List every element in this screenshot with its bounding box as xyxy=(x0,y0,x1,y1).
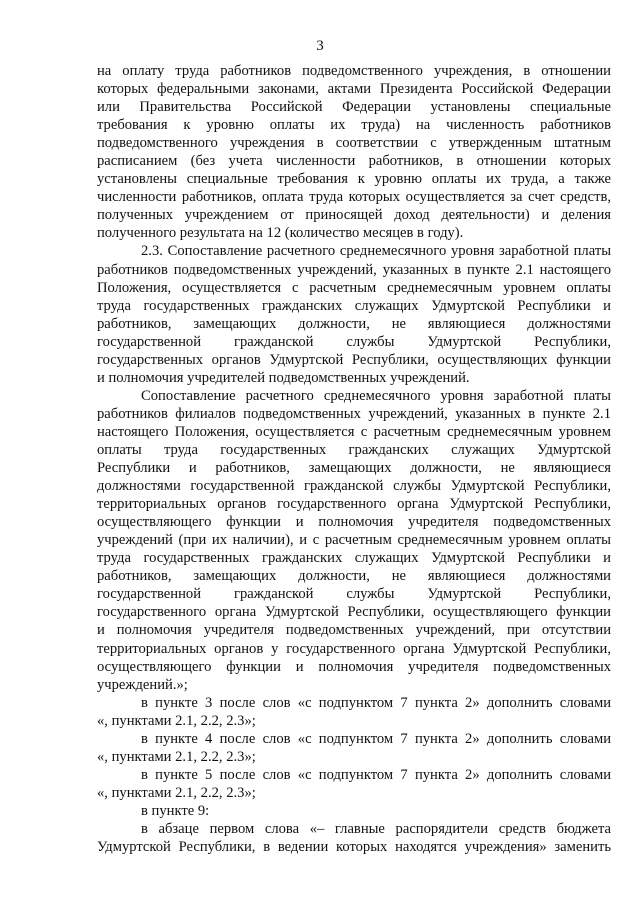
text-line: осуществляющего функции и полномочия учредителя подведомственных xyxy=(97,514,611,531)
text-line: численности работников, оплата труда которых осуществляется за счет средств, xyxy=(97,189,611,206)
text-line: требования к уровню оплаты их труда) на численность работников xyxy=(97,117,611,134)
text-line: полученных учреждением от приносящей доход деятельности) и деления xyxy=(97,207,611,224)
text-line: в пункте 5 после слов «с подпунктом 7 пункта 2» дополнить словами xyxy=(141,766,611,783)
text-line: Сопоставление расчетного среднемесячного уровня заработной платы xyxy=(141,387,611,404)
text-line: Положения, осуществляется с расчетным среднемесячным уровнем оплаты xyxy=(97,279,611,296)
text-line: в абзаце первом слова «– главные распорядители средств бюджета xyxy=(141,820,611,837)
text-line: труда государственных гражданских служащих Удмуртской Республики и xyxy=(97,297,611,314)
text-line: установлены специальные требования к уровню оплаты их труда, а также xyxy=(97,171,611,188)
text-line: работников филиалов подведомственных учреждений, указанных в пункте 2.1 xyxy=(97,405,611,422)
text-line: которых федеральными законами, актами Президента Российской Федерации xyxy=(97,81,611,98)
text-line: должностями государственной гражданской службы Удмуртской Республики, xyxy=(97,478,611,495)
text-line: на оплату труда работников подведомственного учреждения, в отношении xyxy=(97,63,611,79)
text-line: Республики и работников, замещающих должности, не являющиеся xyxy=(97,460,611,477)
text-line: учреждений (при их наличии), и с расчетным среднемесячным уровнем оплаты xyxy=(97,532,611,549)
text-line: полученного результата на 12 (количество месяцев в году). xyxy=(97,225,464,242)
document-body-text xyxy=(97,62,611,856)
text-line: государственной гражданской службы Удмуртской Республики, xyxy=(97,586,611,603)
text-line: Удмуртской Республики, в ведении которых находятся учреждения» заменить xyxy=(97,839,611,856)
text-line: «, пунктами 2.1, 2.2, 2.3»; xyxy=(97,784,256,801)
text-line: 2.3. Сопоставление расчетного среднемесячного уровня заработной платы xyxy=(141,243,611,260)
text-line: или Правительства Российской Федерации установлены специальные xyxy=(97,99,611,116)
text-line: «, пунктами 2.1, 2.2, 2.3»; xyxy=(97,712,256,729)
text-line: труда государственных гражданских служащих Удмуртской Республики и xyxy=(97,550,611,567)
text-line: в пункте 3 после слов «с подпунктом 7 пункта 2» дополнить словами xyxy=(141,694,611,711)
text-line: и полномочия учредителей подведомственных учреждений. xyxy=(97,369,470,386)
text-line: территориальных органов государственного органа Удмуртской Республики, xyxy=(97,496,611,513)
text-line: работников, замещающих должности, не являющиеся должностями xyxy=(97,315,611,332)
text-line: оплаты труда государственных гражданских служащих Удмуртской xyxy=(97,441,611,458)
page-number: 3 xyxy=(316,38,324,54)
text-line: территориальных органов у государственного органа Удмуртской Республики, xyxy=(97,640,611,657)
text-line: работников, замещающих должности, не являющиеся должностями xyxy=(97,568,611,585)
text-line: настоящего Положения, осуществляется с расчетным среднемесячным уровнем xyxy=(97,423,611,440)
text-line: расписанием (без учета численности работников, в отношении которых xyxy=(97,153,611,170)
text-line: в пункте 9: xyxy=(141,802,210,819)
text-line: работников подведомственных учреждений, указанных в пункте 2.1 настоящего xyxy=(97,261,611,278)
text-line: государственного органа Удмуртской Республики, осуществляющего функции xyxy=(97,604,611,621)
text-line: в пункте 4 после слов «с подпунктом 7 пункта 2» дополнить словами xyxy=(141,730,611,747)
text-line: и полномочия учредителя подведомственных учреждений, при отсутствии xyxy=(97,622,611,639)
text-line: подведомственного учреждения в соответствии с утвержденным штатным xyxy=(97,135,611,152)
text-line: учреждений.»; xyxy=(97,676,188,693)
text-line: государственных органов Удмуртской Республики, осуществляющих функции xyxy=(97,351,611,368)
text-line: государственной гражданской службы Удмуртской Республики, xyxy=(97,333,611,350)
text-line: «, пунктами 2.1, 2.2, 2.3»; xyxy=(97,748,256,765)
text-line: осуществляющего функции и полномочия учредителя подведомственных xyxy=(97,658,611,675)
